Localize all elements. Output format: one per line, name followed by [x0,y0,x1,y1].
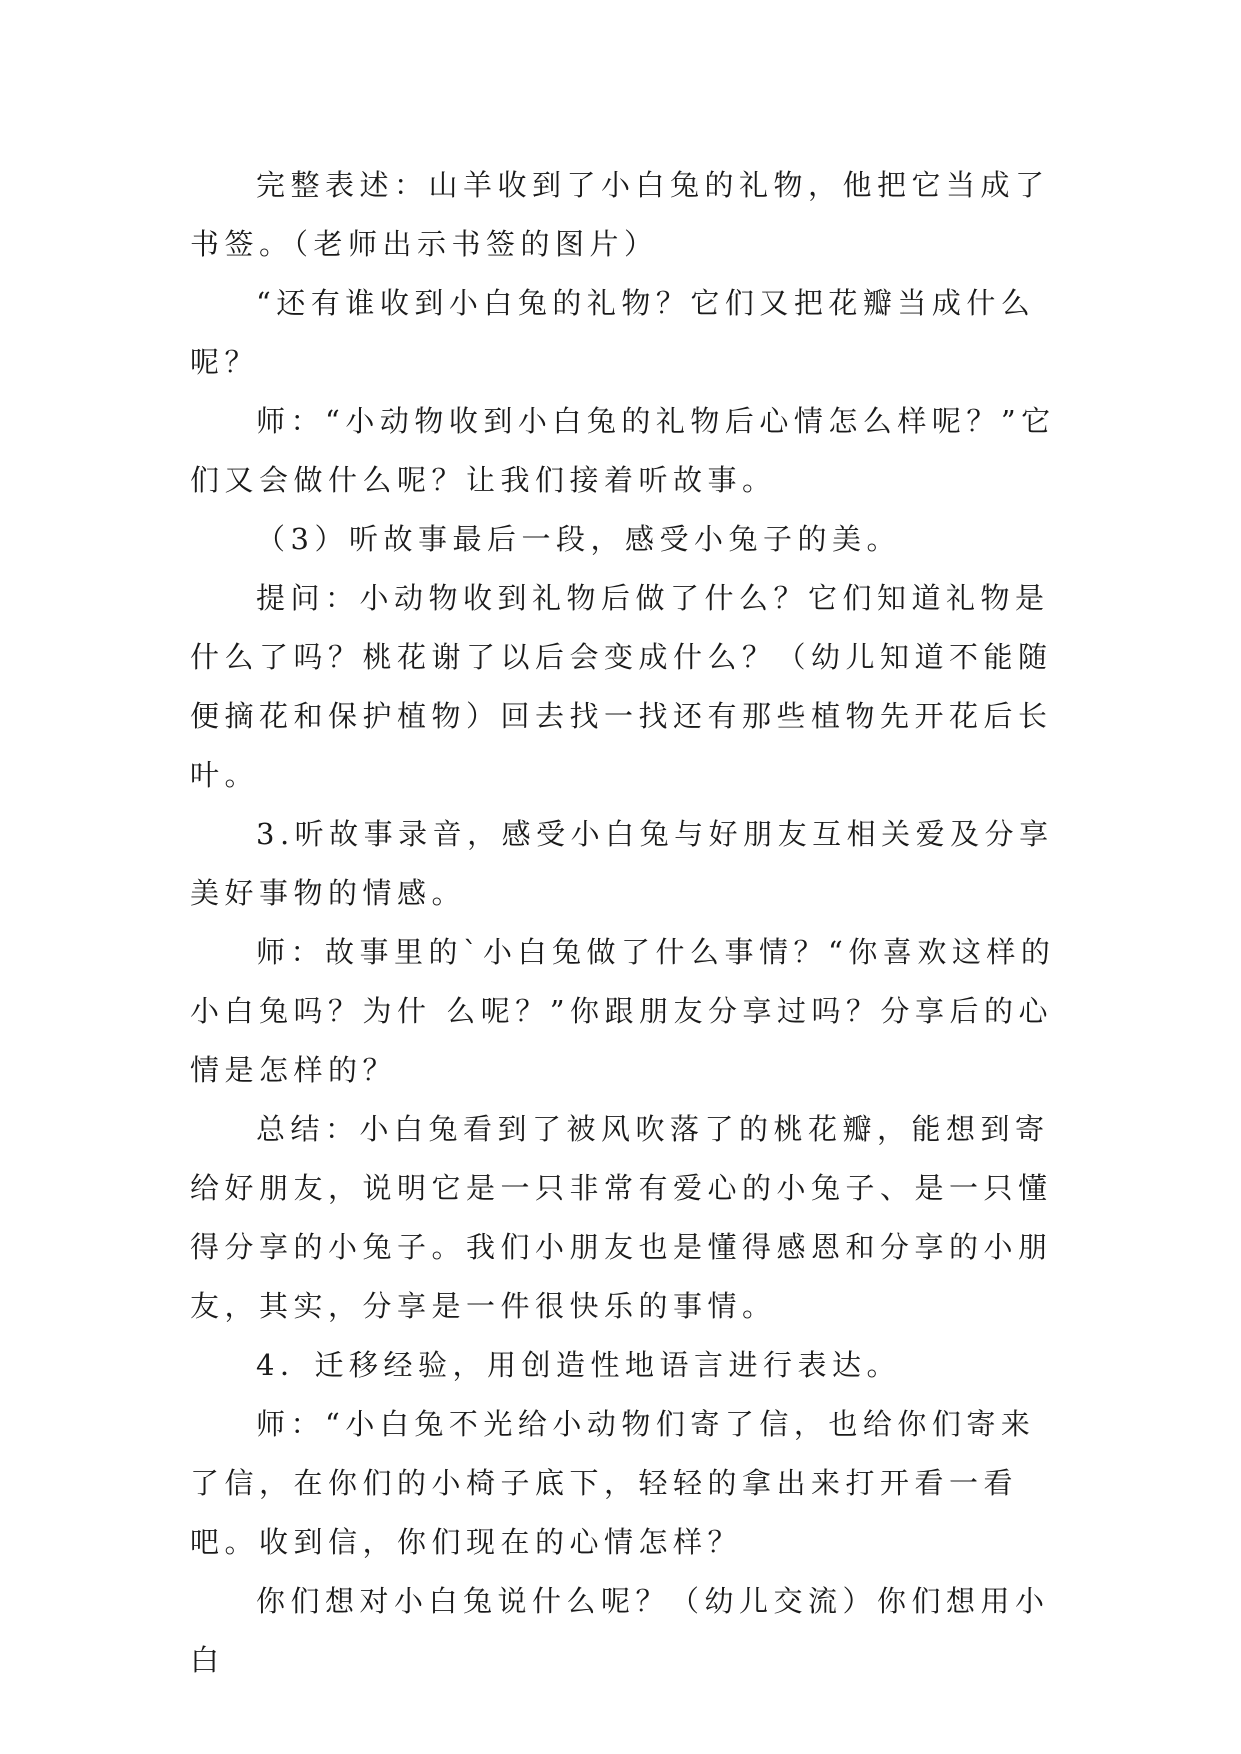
paragraph-questions: 提问：小动物收到礼物后做了什么？它们知道礼物是什么了吗？桃花谢了以后会变成什么？（幼儿知道不能随便摘花和保护植物）回去找一找还有那些植物先开花后长叶。 [190,581,1053,792]
paragraph-summary: 总结：小白兔看到了被风吹落了的桃花瓣，能想到寄给好朋友，说明它是一只非常有爱心的小兔子、是一只懂得分享的小兔子。我们小朋友也是懂得感恩和分享的小朋友，其实，分享是一件很快乐的事情。 [190,1112,1053,1323]
paragraph-teacher-letter: 师：“小白兔不光给小动物们寄了信，也给你们寄来了信，在你们的小椅子底下，轻轻的拿出来打开看一看吧。收到信，你们现在的心情怎样？ [190,1407,1036,1559]
document-body [190,156,1060,1690]
paragraph-step-listen-recording: 3.听故事录音，感受小白兔与好朋友互相关爱及分享美好事物的情感。 [190,817,1054,910]
paragraph-step-3-story-end: （3）听故事最后一段，感受小兔子的美。 [256,522,901,556]
paragraph-who-else-question: “还有谁收到小白兔的礼物？它们又把花瓣当成什么呢？ [190,286,1036,379]
paragraph-step-4-transfer: 4．迁移经验，用创造性地语言进行表达。 [256,1348,901,1382]
paragraph-teacher-sharing-question: 师：故事里的`小白兔做了什么事情？“你喜欢这样的小白兔吗？为什 么呢？”你跟朋友分享过吗？分享后的心情是怎样的？ [190,935,1056,1087]
paragraph-what-to-say: 你们想对小白兔说什么呢？（幼儿交流）你们想用小白 [190,1584,1050,1677]
paragraph-restatement: 完整表述：山羊收到了小白兔的礼物，他把它当成了书签。（老师出示书签的图片） [190,168,1050,261]
paragraph-teacher-mood-question: 师：“小动物收到小白兔的礼物后心情怎么样呢？”它们又会做什么呢？让我们接着听故事。 [190,404,1056,497]
